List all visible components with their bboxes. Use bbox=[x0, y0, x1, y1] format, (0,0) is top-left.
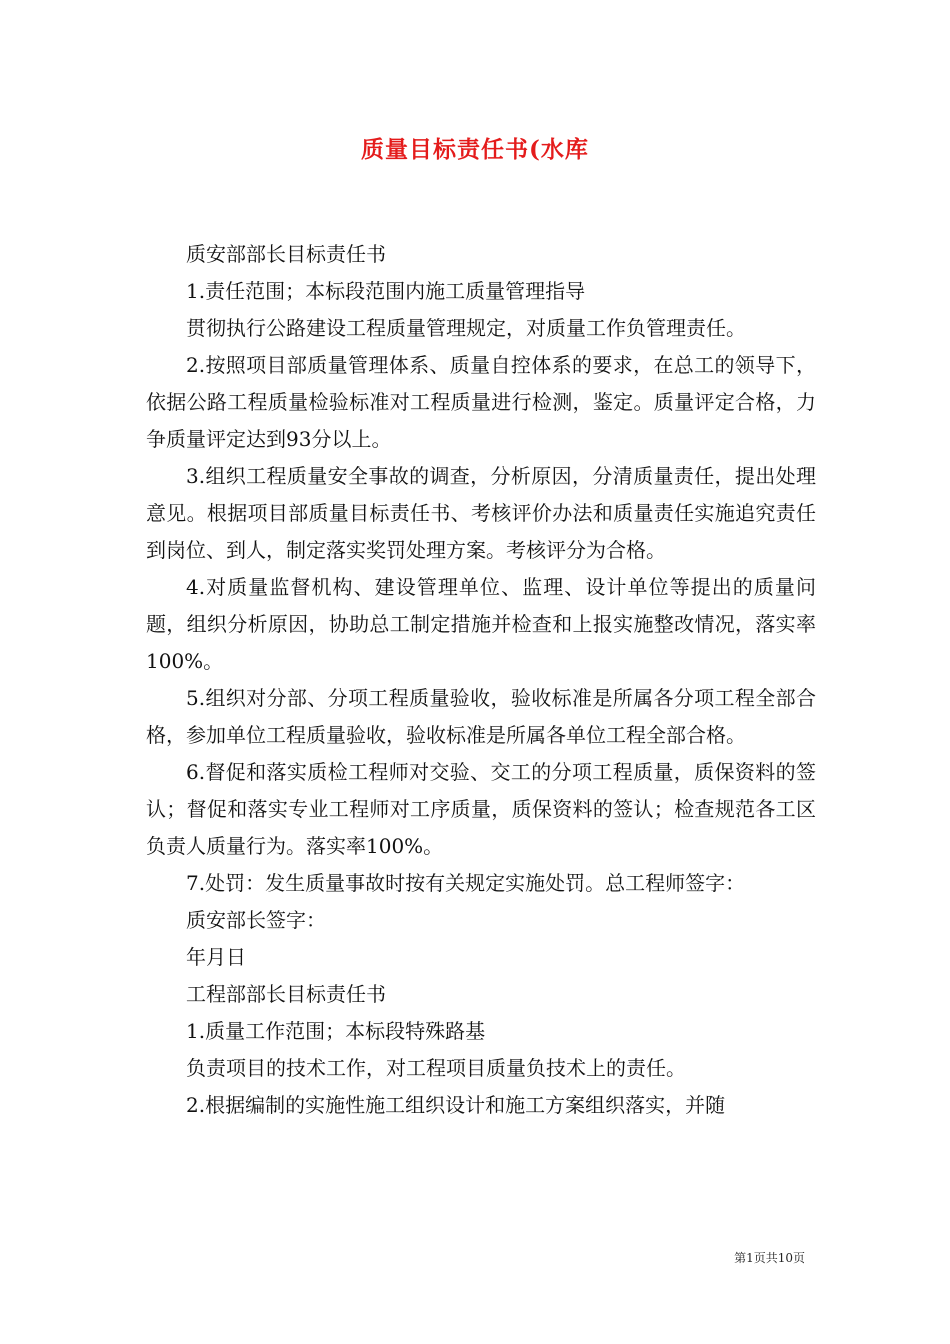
paragraph-section-heading: 工程部部长目标责任书 bbox=[186, 982, 386, 1006]
paragraph: 4.对质量监督机构、建设管理单位、监理、设计单位等提出的质量问题，组织分析原因，协助总工制定措施并检查和上报实施整改情况，落实率100%。 bbox=[146, 575, 816, 673]
document-title: 质量目标责任书(水库 bbox=[361, 136, 589, 163]
paragraph: 5.组织对分部、分项工程质量验收，验收标准是所属各分项工程全部合格，参加单位工程质量验收，验收标准是所属各单位工程全部合格。 bbox=[146, 686, 816, 747]
paragraph: 贯彻执行公路建设工程质量管理规定，对质量工作负管理责任。 bbox=[186, 316, 746, 340]
document-body bbox=[146, 236, 816, 1124]
paragraph: 1.质量工作范围；本标段特殊路基 bbox=[186, 1019, 486, 1043]
date-line: 年月日 bbox=[186, 945, 246, 969]
paragraph: 2.按照项目部质量管理体系、质量自控体系的要求，在总工的领导下，依据公路工程质量检验标准对工程质量进行检测，鉴定。质量评定合格，力争质量评定达到93分以上。 bbox=[146, 353, 816, 451]
paragraph: 6.督促和落实质检工程师对交验、交工的分项工程质量，质保资料的签认；督促和落实专业工程师对工序质量，质保资料的签认；检查规范各工区负责人质量行为。落实率100%。 bbox=[146, 760, 816, 858]
paragraph: 3.组织工程质量安全事故的调查，分析原因，分清质量责任，提出处理意见。根据项目部质量目标责任书、考核评价办法和质量责任实施追究责任到岗位、到人，制定落实奖罚处理方案。考核评分为合格。 bbox=[146, 464, 816, 562]
paragraph: 7.处罚：发生质量事故时按有关规定实施处罚。总工程师签字： bbox=[186, 871, 746, 895]
paragraph: 2.根据编制的实施性施工组织设计和施工方案组织落实，并随 bbox=[186, 1093, 726, 1117]
page-number-footer: 第1页共10页 bbox=[734, 1251, 805, 1265]
paragraph-section-heading: 质安部部长目标责任书 bbox=[186, 242, 386, 266]
paragraph: 1.责任范围；本标段范围内施工质量管理指导 bbox=[186, 279, 586, 303]
signature-line: 质安部长签字： bbox=[186, 908, 326, 932]
paragraph: 负责项目的技术工作，对工程项目质量负技术上的责任。 bbox=[186, 1056, 686, 1080]
